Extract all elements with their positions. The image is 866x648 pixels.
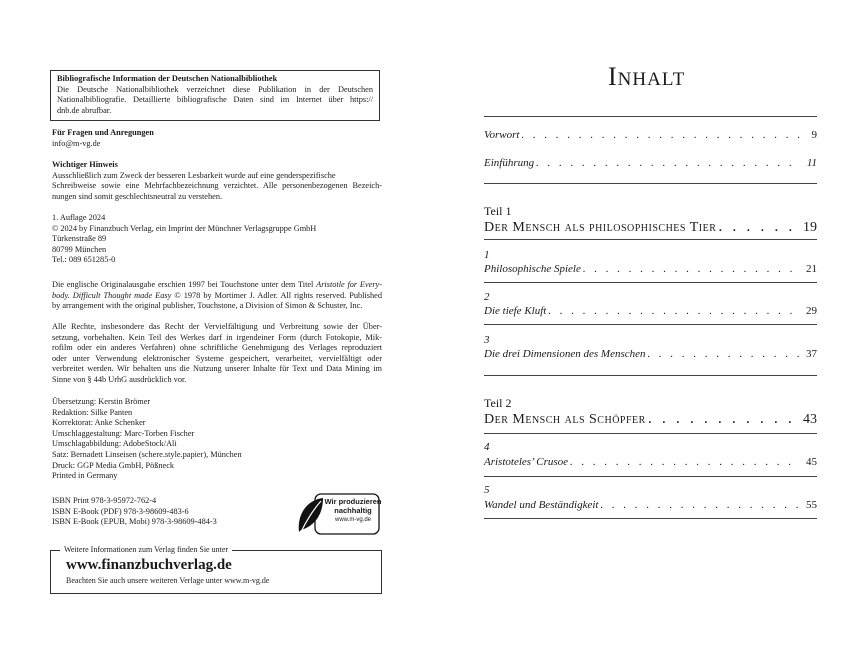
edition-line: Tel.: 089 651285-0 xyxy=(52,255,116,265)
rights-line: Alle Rechte, insbesondere das Recht der Vervielfältigung und Verbreitung sowie der Über- xyxy=(52,322,382,331)
part-2-entry: Der Mensch als Schöpfer . . . 43 xyxy=(484,410,817,428)
credits-block xyxy=(52,397,382,482)
publisher-url: www.finanzbuchverlag.de xyxy=(66,557,232,573)
biblio-info-box xyxy=(50,70,380,121)
isbn-block xyxy=(52,496,292,528)
credit-line: Korrektorat: Anke Schenker xyxy=(52,418,146,428)
credit-line: Druck: GGP Media GmbH, Pößneck xyxy=(52,460,175,470)
notice-line: nungen sind somit geschlechtsneutral zu verstehen. xyxy=(52,191,223,201)
chapter-number: 2 xyxy=(484,291,490,303)
chapter-number: 5 xyxy=(484,484,490,496)
edition-line: Türkenstraße 89 xyxy=(52,234,107,244)
credit-line: Umschlaggestaltung: Marc-Torben Fischer xyxy=(52,428,195,438)
contact-email: info@m-vg.de xyxy=(52,138,101,148)
isbn-pdf: ISBN E-Book (PDF) 978-3-98609-483-6 xyxy=(52,506,189,516)
rights-line: Sinne von § 44b UrhG ausdrücklich vor. xyxy=(52,374,187,384)
contact-title: Für Fragen und Anregungen xyxy=(52,128,154,137)
rights-line: oder unter Verwendung elektronischer Systeme gespeichert, verarbeitet, vervielfältigt oder xyxy=(52,353,382,363)
toc-rule xyxy=(484,324,817,325)
notice-line: Ausschließlich zum Zweck der besseren Lesbarkeit wurde auf eine genderspezifische xyxy=(52,170,336,180)
toc-rule xyxy=(484,282,817,283)
toc-entry-vorwort: Vorwort . . . 9 xyxy=(484,129,817,141)
credit-line: Printed in Germany xyxy=(52,471,118,481)
original-line-2: body. Difficult Thought made Easy © 1978 by Mortimer J. Adler. All rights reserved. Published xyxy=(52,290,382,300)
biblio-title: Bibliografische Information der Deutschen Nationalbibliothek xyxy=(57,74,278,83)
chapter-number: 1 xyxy=(484,249,490,261)
toc-rule xyxy=(484,375,817,376)
info-box-footer: Beachten Sie auch unsere weiteren Verlage unter www.m-vg.de xyxy=(66,576,270,585)
badge-text: Wir produzieren nachhaltig xyxy=(324,497,382,515)
leaf-icon xyxy=(299,498,323,532)
part-2-label: Teil 2 xyxy=(484,396,512,410)
toc-entry-chapter-1: Philosophische Spiele . . . 21 xyxy=(484,263,817,275)
edition-line: 1. Auflage 2024 xyxy=(52,213,106,222)
toc-rule xyxy=(484,433,817,434)
credit-line: Satz: Bernadett Linseisen (schere.style.papier), München xyxy=(52,449,242,459)
notice-block xyxy=(52,160,382,202)
toc-entry-einfuehrung: Einführung . . . 11 xyxy=(484,157,817,169)
credit-line: Redaktion: Silke Panten xyxy=(52,407,133,417)
chapter-number: 4 xyxy=(484,441,490,453)
edition-line: © 2024 by Finanzbuch Verlag, ein Imprint der Münchner Verlagsgruppe GmbH xyxy=(52,223,317,233)
badge-url: www.m-vg.de xyxy=(334,517,371,523)
contact-block xyxy=(52,128,382,149)
biblio-line: dnb.de abrufbar. xyxy=(57,105,112,115)
toc-rule xyxy=(484,476,817,477)
original-line-1: Die englische Originalausgabe erschien 1997 bei Touchstone unter dem Titel Aristotle for Every- xyxy=(52,280,382,289)
toc-entry-chapter-4: Aristoteles’ Crusoe . . . 45 xyxy=(484,456,817,468)
info-box-heading: Weitere Informationen zum Verlag finden Sie unter xyxy=(60,545,232,555)
toc-top-rule xyxy=(484,116,817,117)
rights-line: rofilm oder ein anderes Verfahren) ohne schriftliche Genehmigung des Verlages reproduziert xyxy=(52,343,382,353)
edition-line: 80799 München xyxy=(52,244,107,254)
part-1-label: Teil 1 xyxy=(484,204,512,218)
publisher-info-box xyxy=(50,545,382,593)
toc-entry-chapter-5: Wandel und Beständigkeit . . . 55 xyxy=(484,499,817,511)
edition-block xyxy=(52,213,382,266)
toc-rule xyxy=(484,183,817,184)
rights-line: verbreitet werden. Wir behalten uns die Nutzung unserer Inhalte für Text und Data Mining im xyxy=(52,364,382,374)
original-line-3: by arrangement with the original publisher, Touchstone, a Division of Simon & Schuster, Inc. xyxy=(52,301,363,311)
toc-entry-chapter-3: Die drei Dimensionen des Menschen . . . 37 xyxy=(484,348,817,360)
toc-title: INHALT xyxy=(608,62,686,91)
credit-line: Übersetzung: Kerstin Brömer xyxy=(52,397,151,406)
credit-line: Umschlagabbildung: AdobeStock/Ali xyxy=(52,439,177,449)
notice-line: Schreibweise sowie eine Mehrfachbezeichnung verzichtet. Alle personenbezogenen Bezeich- xyxy=(52,181,382,191)
chapter-number: 3 xyxy=(484,334,490,346)
biblio-line: Nationalbibliografie. Detaillierte bibliografische Daten sind im Internet über https:// xyxy=(57,95,373,105)
isbn-print: ISBN Print 978-3-95972-762-4 xyxy=(52,496,157,505)
toc-bottom-rule xyxy=(484,518,817,519)
rights-line: setzung, vorbehalten. Kein Teil des Werkes darf in irgendeiner Form (durch Fotokopie, Mik- xyxy=(52,332,382,342)
biblio-line: Die Deutsche Nationalbibliothek verzeichnet diese Publikation in der Deutschen xyxy=(57,84,373,94)
isbn-epub: ISBN E-Book (EPUB, Mobi) 978-3-98609-484-3 xyxy=(52,517,217,527)
toc-entry-chapter-2: Die tiefe Kluft . . . 29 xyxy=(484,305,817,317)
original-edition-block xyxy=(52,280,382,312)
toc-rule xyxy=(484,239,817,240)
rights-block xyxy=(52,322,382,386)
notice-title: Wichtiger Hinweis xyxy=(52,160,118,169)
part-1-entry: Der Mensch als philosophisches Tier . . . 19 xyxy=(484,218,817,236)
